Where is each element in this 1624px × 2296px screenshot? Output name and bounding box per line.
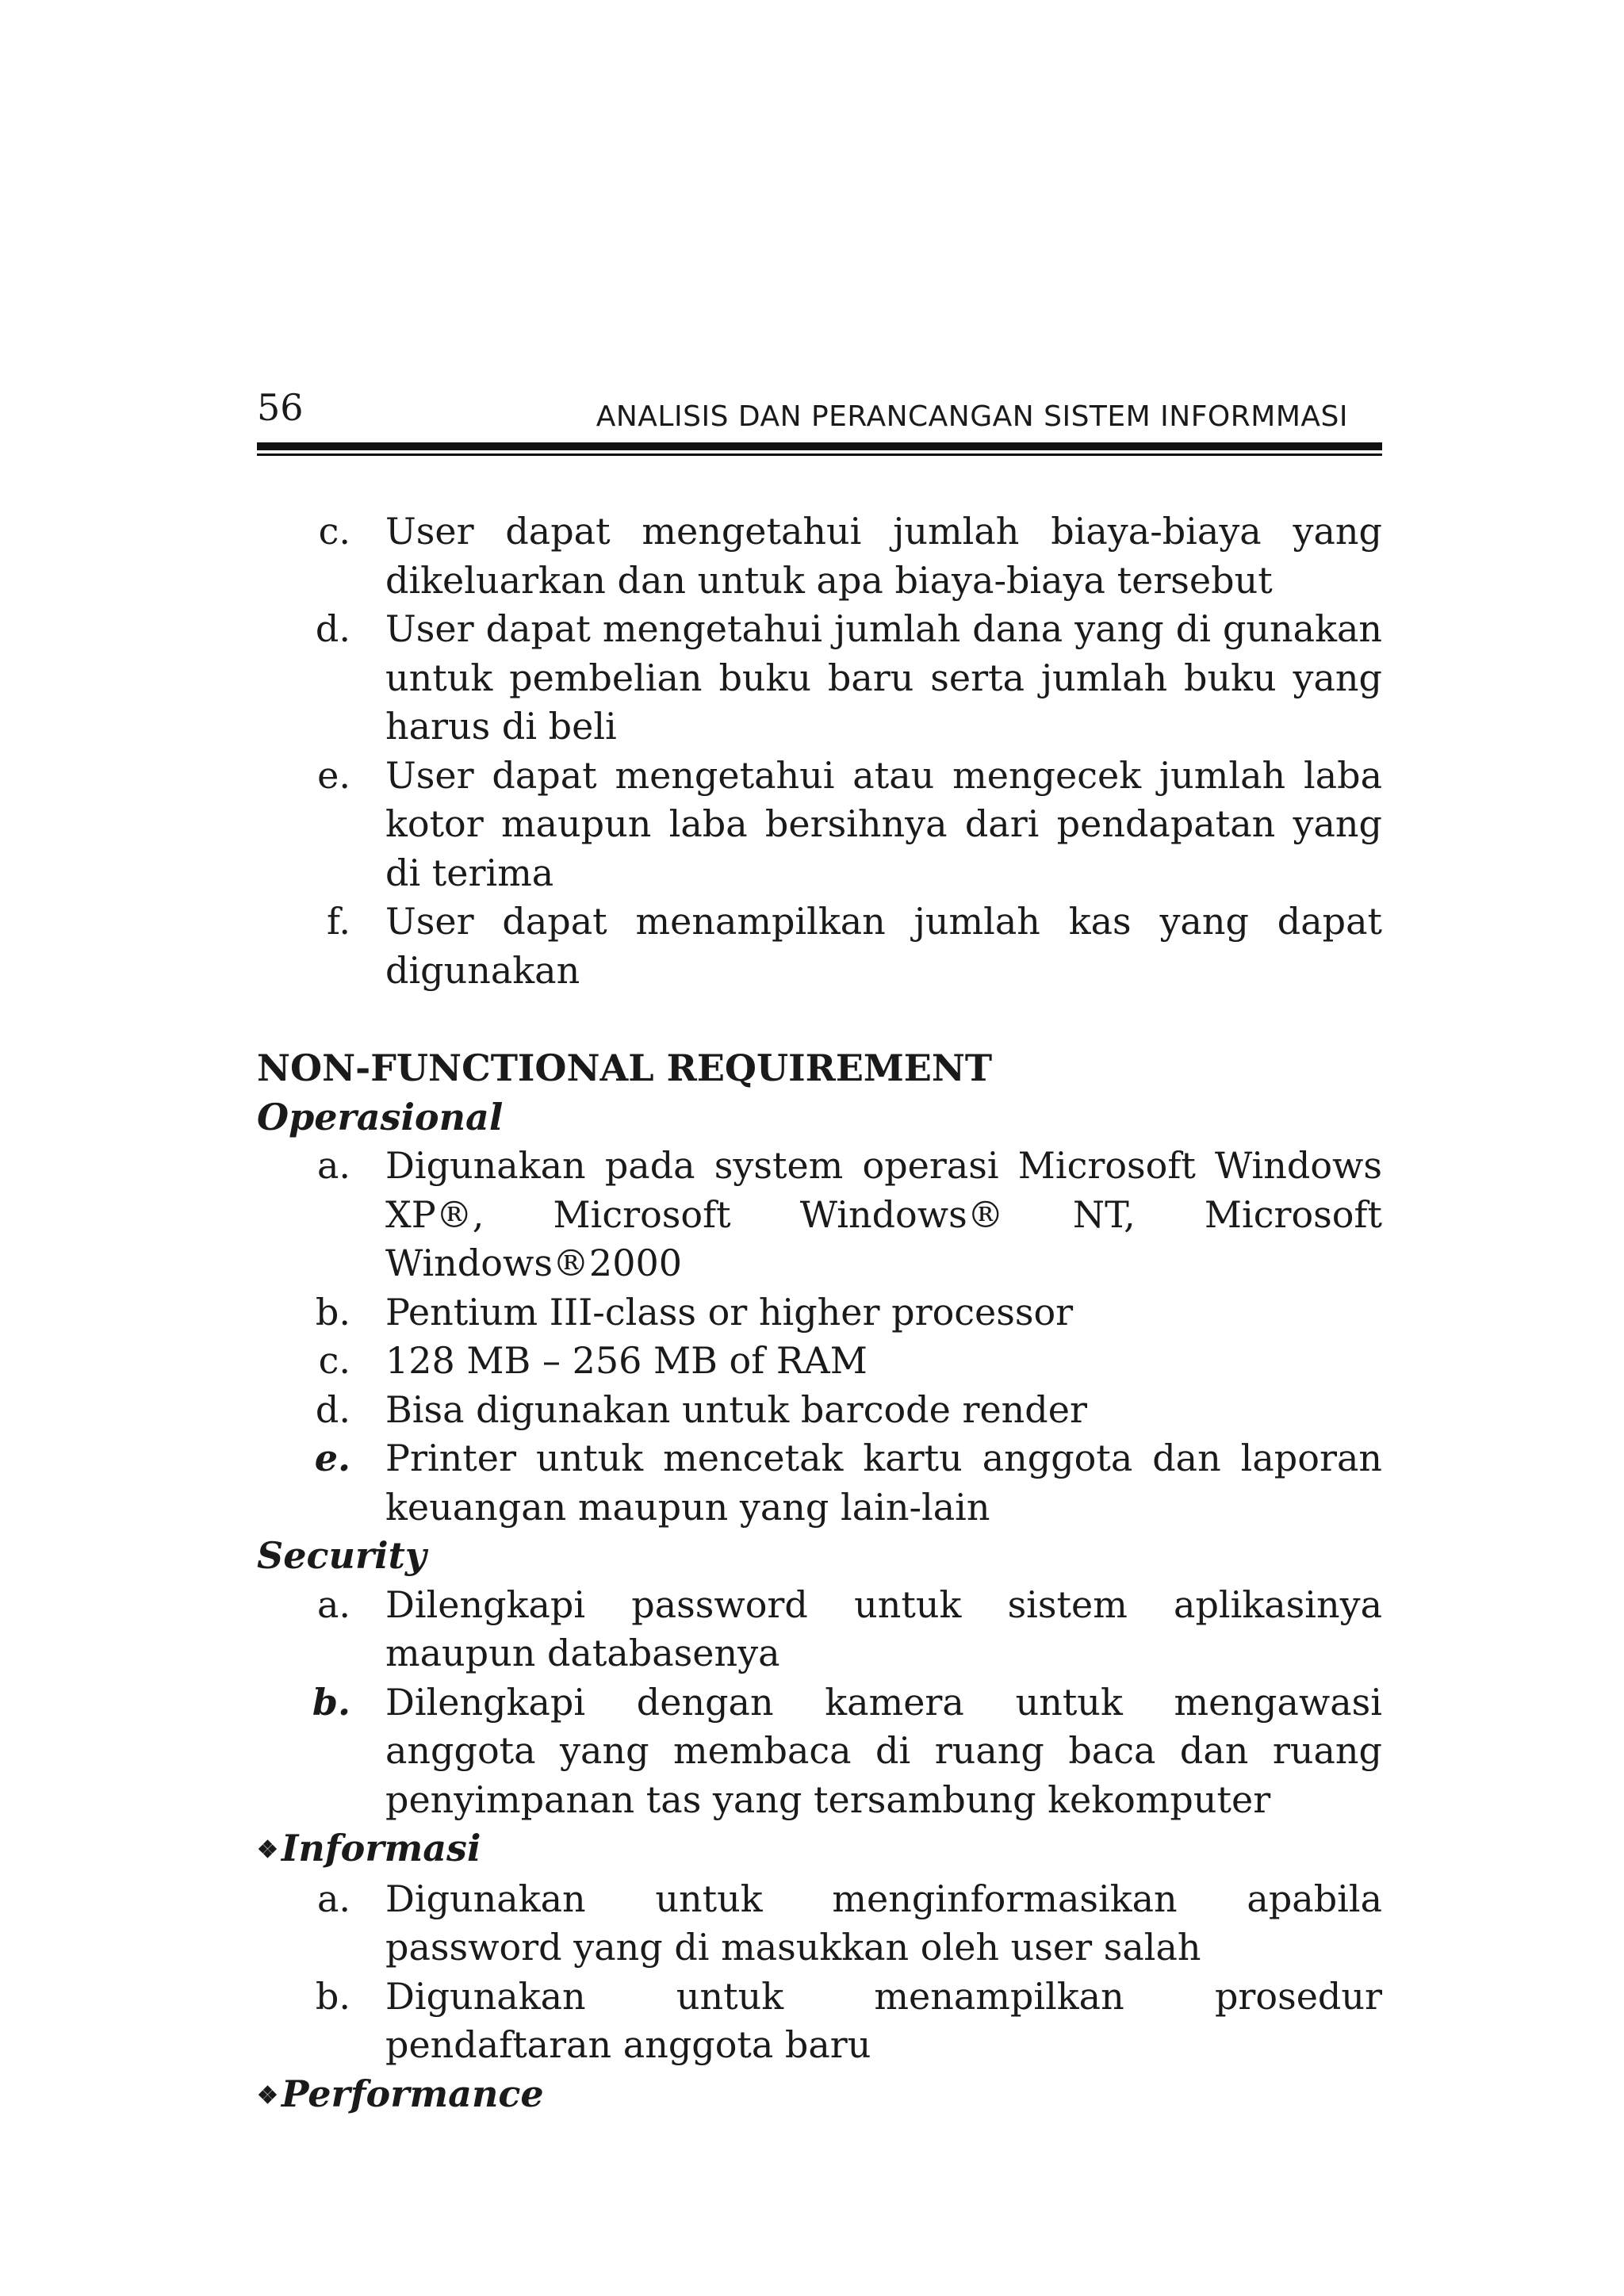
subheading-performance-text: Performance: [281, 2072, 544, 2115]
page-body: [257, 507, 1382, 2120]
informasi-list: [257, 1875, 1382, 2070]
page-number: 56: [257, 386, 304, 429]
list-item: [257, 1581, 1382, 1678]
header-rule-thin: [257, 453, 1382, 456]
list-item: [257, 1288, 1382, 1337]
list-item-text: Dilengkapi dengan kamera untuk mengawasi anggota yang membaca di ruang baca dan ruang penyimpanan tas yang tersambung kekomputer: [385, 1680, 1382, 1821]
list-marker: b.: [312, 1680, 350, 1724]
list-item-text: User dapat mengetahui jumlah biaya-biaya yang dikeluarkan dan untuk apa biaya-biaya tersebut: [385, 510, 1382, 602]
list-item: [257, 897, 1382, 995]
list-item: [257, 1142, 1382, 1288]
header-rule-thick: [257, 442, 1382, 450]
list-item: [257, 507, 1382, 605]
subheading-informasi: [257, 1824, 1382, 1875]
list-item: [257, 1973, 1382, 2070]
subheading-operasional: Operasional: [257, 1095, 504, 1138]
list-item-text: Printer untuk mencetak kartu anggota dan laporan keuangan maupun yang lain-lain: [385, 1437, 1382, 1529]
list-item-text: User dapat mengetahui jumlah dana yang di gunakan untuk pembelian buku baru serta jumlah buku yang harus di beli: [385, 607, 1382, 748]
list-marker: b.: [315, 1974, 350, 2018]
list-item-text: 128 MB – 256 MB of RAM: [385, 1339, 868, 1382]
list-marker: a.: [316, 1144, 350, 1187]
diamond-bullet-icon: ❖: [257, 1836, 278, 1864]
list-item-text: User dapat menampilkan jumlah kas yang dapat digunakan: [385, 900, 1382, 992]
subheading-informasi-text: Informasi: [281, 1827, 481, 1869]
list-marker: d.: [315, 607, 350, 650]
list-item: [257, 1434, 1382, 1532]
operasional-list: [257, 1142, 1382, 1532]
spacer: [257, 995, 1382, 1044]
list-item: [257, 1337, 1382, 1386]
list-item-text: Bisa digunakan untuk barcode render: [385, 1387, 1087, 1431]
list-marker: a.: [316, 1582, 350, 1626]
list-marker: c.: [318, 1339, 350, 1382]
running-head: ANALISIS DAN PERANCANGAN SISTEM INFORMMASI: [596, 400, 1348, 433]
list-item: [257, 1875, 1382, 1973]
list-item-text: Pentium III-class or higher processor: [385, 1290, 1074, 1334]
list-item-text: Digunakan untuk menampilkan prosedur pendaftaran anggota baru: [385, 1974, 1382, 2066]
list-marker: e.: [314, 1437, 350, 1479]
list-marker: d.: [315, 1387, 350, 1431]
list-item-text: Digunakan pada system operasi Microsoft Windows XP®, Microsoft Windows® NT, Microsoft Windows®2000: [385, 1144, 1382, 1284]
list-marker: f.: [326, 900, 350, 943]
list-marker: e.: [317, 753, 350, 797]
list-item: [257, 752, 1382, 898]
subheading-performance: [257, 2070, 1382, 2121]
diamond-bullet-icon: ❖: [257, 2081, 278, 2110]
list-marker: c.: [318, 510, 350, 553]
section-title: NON-FUNCTIONAL REQUIREMENT: [257, 1047, 993, 1089]
list-marker: a.: [316, 1877, 350, 1920]
list-marker: b.: [315, 1290, 350, 1334]
subheading-security: Security: [257, 1534, 427, 1577]
list-item: [257, 605, 1382, 752]
list-item: [257, 1386, 1382, 1435]
list-item-text: Dilengkapi password untuk sistem aplikasinya maupun databasenya: [385, 1582, 1382, 1674]
security-list: [257, 1581, 1382, 1825]
continued-list: [257, 507, 1382, 995]
list-item-text: Digunakan untuk menginformasikan apabila password yang di masukkan oleh user salah: [385, 1877, 1382, 1969]
list-item: [257, 1678, 1382, 1825]
list-item-text: User dapat mengetahui atau mengecek jumlah laba kotor maupun laba bersihnya dari pendapatan yang di terima: [385, 753, 1382, 894]
